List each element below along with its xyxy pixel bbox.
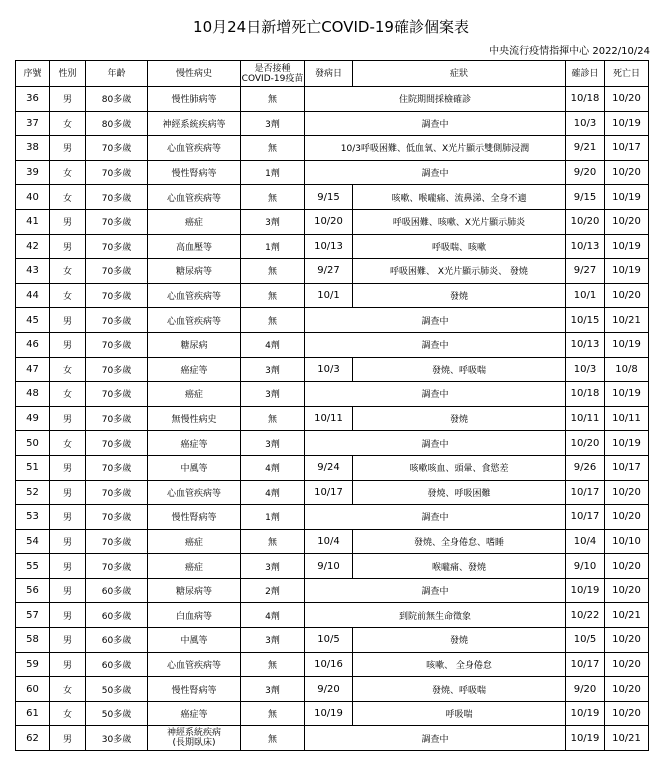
cell-death: 10/20 [605, 480, 649, 505]
cell-death: 10/20 [605, 677, 649, 702]
header-seq: 序號 [16, 61, 50, 87]
cell-seq: 61 [16, 701, 50, 726]
cell-onset: 10/11 [305, 406, 353, 431]
cell-death: 10/19 [605, 234, 649, 259]
cell-vaccine: 2劑 [241, 578, 305, 603]
cell-sex: 男 [50, 628, 86, 653]
cell-symptoms: 調查中 [305, 726, 566, 751]
cell-onset: 9/27 [305, 259, 353, 284]
table-row [16, 628, 649, 653]
cell-diagnosis: 10/18 [566, 382, 605, 407]
cell-vaccine: 3劑 [241, 628, 305, 653]
cell-chronic: 高血壓等 [148, 234, 241, 259]
cell-chronic: 癌症 [148, 382, 241, 407]
table-row [16, 136, 649, 161]
cell-symptoms: 調查中 [305, 308, 566, 333]
cell-age: 70多歲 [86, 382, 148, 407]
cell-seq: 38 [16, 136, 50, 161]
cell-seq: 46 [16, 332, 50, 357]
cell-symptoms: 發燒 [353, 628, 566, 653]
cell-onset: 10/20 [305, 209, 353, 234]
cell-diagnosis: 10/5 [566, 628, 605, 653]
cell-sex: 男 [50, 578, 86, 603]
cell-onset: 10/17 [305, 480, 353, 505]
cell-age: 50多歲 [86, 701, 148, 726]
table-row [16, 406, 649, 431]
cell-seq: 42 [16, 234, 50, 259]
cell-vaccine: 3劑 [241, 431, 305, 456]
cell-chronic: 慢性腎病等 [148, 505, 241, 530]
cell-sex: 女 [50, 431, 86, 456]
cell-sex: 女 [50, 357, 86, 382]
cell-seq: 39 [16, 160, 50, 185]
cell-chronic: 慢性腎病等 [148, 160, 241, 185]
cell-diagnosis: 10/22 [566, 603, 605, 628]
cell-seq: 52 [16, 480, 50, 505]
cell-symptoms: 呼吸困難、咳嗽、X光片顯示肺炎 [353, 209, 566, 234]
header-age: 年齡 [86, 61, 148, 87]
cell-vaccine: 1劑 [241, 505, 305, 530]
cell-age: 70多歲 [86, 529, 148, 554]
table-row [16, 578, 649, 603]
cell-diagnosis: 10/13 [566, 234, 605, 259]
table-row [16, 382, 649, 407]
cell-sex: 女 [50, 185, 86, 210]
cell-chronic: 癌症 [148, 209, 241, 234]
cell-symptoms: 調查中 [305, 431, 566, 456]
cell-seq: 58 [16, 628, 50, 653]
cell-sex: 女 [50, 111, 86, 136]
cell-symptoms: 呼吸喘、咳嗽 [353, 234, 566, 259]
cell-seq: 36 [16, 87, 50, 112]
cell-chronic-line: 神經系統疾病 [166, 728, 221, 739]
cell-sex: 男 [50, 529, 86, 554]
table-row [16, 529, 649, 554]
cell-age: 70多歲 [86, 554, 148, 579]
cell-age: 60多歲 [86, 603, 148, 628]
table-row [16, 259, 649, 284]
cell-vaccine: 3劑 [241, 554, 305, 579]
header-sex: 性別 [50, 61, 86, 87]
cell-vaccine: 4劑 [241, 603, 305, 628]
cell-age: 70多歲 [86, 357, 148, 382]
cell-symptoms: 調查中 [305, 505, 566, 530]
cell-chronic: 糖尿病等 [148, 578, 241, 603]
cell-sex: 女 [50, 283, 86, 308]
cell-diagnosis: 10/19 [566, 578, 605, 603]
cell-vaccine: 無 [241, 652, 305, 677]
cell-death: 10/20 [605, 701, 649, 726]
cell-sex: 男 [50, 652, 86, 677]
cell-onset: 9/20 [305, 677, 353, 702]
cell-seq: 62 [16, 726, 50, 751]
cell-death: 10/20 [605, 554, 649, 579]
header-death: 死亡日 [605, 61, 649, 87]
cell-sex: 男 [50, 554, 86, 579]
cell-sex: 男 [50, 234, 86, 259]
cell-diagnosis: 9/27 [566, 259, 605, 284]
cell-sex: 男 [50, 209, 86, 234]
cell-age: 60多歲 [86, 578, 148, 603]
cell-onset: 9/24 [305, 455, 353, 480]
cell-diagnosis: 10/13 [566, 332, 605, 357]
cell-age: 80多歲 [86, 111, 148, 136]
cell-chronic: 白血病等 [148, 603, 241, 628]
cell-age: 70多歲 [86, 480, 148, 505]
cell-sex: 男 [50, 406, 86, 431]
cell-chronic: 無慢性病史 [148, 406, 241, 431]
cell-age: 70多歲 [86, 234, 148, 259]
cell-diagnosis: 10/18 [566, 87, 605, 112]
cell-chronic: 糖尿病等 [148, 259, 241, 284]
cell-sex: 男 [50, 308, 86, 333]
cell-seq: 51 [16, 455, 50, 480]
header-symptoms: 症狀 [353, 61, 566, 87]
cell-age: 70多歲 [86, 283, 148, 308]
cell-age: 30多歲 [86, 726, 148, 751]
cell-death: 10/20 [605, 578, 649, 603]
cell-chronic: 癌症等 [148, 357, 241, 382]
cell-diagnosis: 9/20 [566, 160, 605, 185]
cell-chronic: 糖尿病 [148, 332, 241, 357]
cell-chronic: 中風等 [148, 628, 241, 653]
cell-symptoms: 調查中 [305, 160, 566, 185]
cell-age: 70多歲 [86, 136, 148, 161]
cell-symptoms: 住院期間採檢確診 [305, 87, 566, 112]
cell-diagnosis: 10/20 [566, 431, 605, 456]
cell-death: 10/19 [605, 111, 649, 136]
cell-death: 10/19 [605, 259, 649, 284]
cell-onset: 10/5 [305, 628, 353, 653]
header-vaccine [241, 61, 305, 87]
table-row [16, 677, 649, 702]
cell-seq: 47 [16, 357, 50, 382]
cell-onset: 10/4 [305, 529, 353, 554]
cell-death: 10/20 [605, 652, 649, 677]
cell-symptoms: 咳嗽、喉嚨痛、流鼻涕、全身不適 [353, 185, 566, 210]
cell-seq: 41 [16, 209, 50, 234]
cell-seq: 45 [16, 308, 50, 333]
cell-diagnosis: 10/15 [566, 308, 605, 333]
cell-symptoms: 咳嗽、 全身倦怠 [353, 652, 566, 677]
cell-age: 70多歲 [86, 160, 148, 185]
cell-death: 10/20 [605, 87, 649, 112]
cell-chronic: 癌症 [148, 529, 241, 554]
table-row [16, 652, 649, 677]
cell-diagnosis: 10/1 [566, 283, 605, 308]
cell-chronic: 中風等 [148, 455, 241, 480]
cell-seq: 50 [16, 431, 50, 456]
cell-vaccine: 3劑 [241, 111, 305, 136]
cell-age: 60多歲 [86, 652, 148, 677]
cell-death: 10/21 [605, 603, 649, 628]
cell-vaccine: 3劑 [241, 677, 305, 702]
cell-chronic-line: (長期臥床) [172, 738, 216, 749]
cell-death: 10/20 [605, 209, 649, 234]
cell-onset: 9/10 [305, 554, 353, 579]
cell-vaccine: 1劑 [241, 234, 305, 259]
cell-diagnosis: 10/17 [566, 652, 605, 677]
death-cases-table [15, 60, 649, 751]
cell-death: 10/19 [605, 431, 649, 456]
header-diagnosis: 確診日 [566, 61, 605, 87]
table-row [16, 357, 649, 382]
cell-symptoms: 到院前無生命徵象 [305, 603, 566, 628]
cell-chronic: 心血管疾病等 [148, 480, 241, 505]
cell-age: 70多歲 [86, 455, 148, 480]
table-row [16, 431, 649, 456]
cell-seq: 57 [16, 603, 50, 628]
cell-onset: 10/16 [305, 652, 353, 677]
cell-vaccine: 3劑 [241, 209, 305, 234]
cell-sex: 男 [50, 603, 86, 628]
cell-diagnosis: 10/3 [566, 111, 605, 136]
cell-sex: 女 [50, 259, 86, 284]
cell-vaccine: 1劑 [241, 160, 305, 185]
cell-sex: 男 [50, 332, 86, 357]
cell-sex: 女 [50, 677, 86, 702]
cell-vaccine: 無 [241, 185, 305, 210]
cell-chronic [148, 726, 241, 751]
cell-seq: 56 [16, 578, 50, 603]
header-chronic: 慢性病史 [148, 61, 241, 87]
cell-vaccine: 4劑 [241, 332, 305, 357]
cell-diagnosis: 10/19 [566, 701, 605, 726]
cell-seq: 53 [16, 505, 50, 530]
cell-age: 70多歲 [86, 431, 148, 456]
cell-symptoms: 喉嚨痛、發燒 [353, 554, 566, 579]
cell-chronic: 心血管疾病等 [148, 283, 241, 308]
cell-death: 10/8 [605, 357, 649, 382]
cell-sex: 男 [50, 455, 86, 480]
cell-vaccine: 無 [241, 529, 305, 554]
cell-symptoms: 咳嗽咳血、頭暈、食慾差 [353, 455, 566, 480]
cell-vaccine: 3劑 [241, 382, 305, 407]
cell-death: 10/20 [605, 283, 649, 308]
cell-diagnosis: 9/15 [566, 185, 605, 210]
cell-chronic: 神經系統疾病等 [148, 111, 241, 136]
cell-sex: 女 [50, 160, 86, 185]
table-row [16, 554, 649, 579]
cell-chronic: 心血管疾病等 [148, 308, 241, 333]
cell-diagnosis: 10/4 [566, 529, 605, 554]
cell-symptoms: 調查中 [305, 578, 566, 603]
page-title: 10月24日新增死亡COVID-19確診個案表 [193, 18, 469, 36]
cell-vaccine: 無 [241, 283, 305, 308]
table-row [16, 160, 649, 185]
cell-age: 80多歲 [86, 87, 148, 112]
table-row [16, 726, 649, 751]
table-row [16, 332, 649, 357]
cell-symptoms: 調查中 [305, 382, 566, 407]
cell-age: 50多歲 [86, 677, 148, 702]
cell-vaccine: 無 [241, 259, 305, 284]
cell-symptoms: 發燒 [353, 406, 566, 431]
table-row [16, 234, 649, 259]
cell-sex: 男 [50, 136, 86, 161]
cell-diagnosis: 9/26 [566, 455, 605, 480]
cell-onset: 10/3 [305, 357, 353, 382]
table-body [16, 87, 649, 751]
cell-seq: 55 [16, 554, 50, 579]
cell-onset: 9/15 [305, 185, 353, 210]
cell-onset: 10/19 [305, 701, 353, 726]
cell-age: 70多歲 [86, 209, 148, 234]
cell-seq: 49 [16, 406, 50, 431]
cell-death: 10/11 [605, 406, 649, 431]
cell-death: 10/17 [605, 136, 649, 161]
cell-age: 70多歲 [86, 308, 148, 333]
issuer-date: 中央流行疫情指揮中心 2022/10/24 [489, 46, 650, 57]
cell-death: 10/17 [605, 455, 649, 480]
cell-onset: 10/13 [305, 234, 353, 259]
cell-symptoms: 發燒、呼吸喘 [353, 357, 566, 382]
cell-sex: 女 [50, 701, 86, 726]
cell-seq: 60 [16, 677, 50, 702]
cell-vaccine: 無 [241, 308, 305, 333]
cell-diagnosis: 10/17 [566, 480, 605, 505]
cell-symptoms: 調查中 [305, 111, 566, 136]
header-vaccine-line2: COVID-19疫苗 [241, 73, 304, 84]
cell-sex: 男 [50, 726, 86, 751]
cell-chronic: 心血管疾病等 [148, 185, 241, 210]
cell-death: 10/19 [605, 382, 649, 407]
cell-chronic: 慢性肺病等 [148, 87, 241, 112]
cell-seq: 44 [16, 283, 50, 308]
cell-age: 60多歲 [86, 628, 148, 653]
cell-chronic: 癌症等 [148, 431, 241, 456]
cell-age: 70多歲 [86, 505, 148, 530]
header-vaccine-line1: 是否接種 [254, 63, 291, 74]
cell-chronic: 慢性腎病等 [148, 677, 241, 702]
table-row [16, 308, 649, 333]
cell-sex: 女 [50, 382, 86, 407]
cell-vaccine: 無 [241, 701, 305, 726]
cell-diagnosis: 10/3 [566, 357, 605, 382]
cell-symptoms: 呼吸喘 [353, 701, 566, 726]
cell-death: 10/20 [605, 505, 649, 530]
cell-death: 10/19 [605, 185, 649, 210]
cell-vaccine: 4劑 [241, 480, 305, 505]
cell-symptoms: 呼吸困難、 X光片顯示肺炎、 發燒 [353, 259, 566, 284]
table-row [16, 603, 649, 628]
cell-vaccine: 無 [241, 87, 305, 112]
cell-vaccine: 無 [241, 406, 305, 431]
cell-diagnosis: 9/10 [566, 554, 605, 579]
cell-death: 10/19 [605, 332, 649, 357]
cell-seq: 48 [16, 382, 50, 407]
cell-seq: 40 [16, 185, 50, 210]
cell-seq: 37 [16, 111, 50, 136]
cell-symptoms: 發燒、呼吸困難 [353, 480, 566, 505]
cell-symptoms: 10/3呼吸困難、低血氧、X光片顯示雙側肺浸潤 [305, 136, 566, 161]
cell-chronic: 癌症等 [148, 701, 241, 726]
cell-diagnosis: 10/19 [566, 726, 605, 751]
cell-age: 70多歲 [86, 185, 148, 210]
cell-sex: 男 [50, 87, 86, 112]
table-row [16, 111, 649, 136]
cell-vaccine: 無 [241, 726, 305, 751]
cell-symptoms: 調查中 [305, 332, 566, 357]
table-row [16, 87, 649, 112]
table-row [16, 480, 649, 505]
table-row [16, 701, 649, 726]
cell-death: 10/20 [605, 160, 649, 185]
cell-symptoms: 發燒 [353, 283, 566, 308]
cell-age: 70多歲 [86, 259, 148, 284]
cell-diagnosis: 9/21 [566, 136, 605, 161]
cell-sex: 男 [50, 480, 86, 505]
cell-seq: 43 [16, 259, 50, 284]
cell-death: 10/10 [605, 529, 649, 554]
cell-death: 10/21 [605, 308, 649, 333]
cell-symptoms: 發燒、呼吸喘 [353, 677, 566, 702]
cell-seq: 59 [16, 652, 50, 677]
table-row [16, 283, 649, 308]
cell-diagnosis: 10/17 [566, 505, 605, 530]
cell-death: 10/21 [605, 726, 649, 751]
cell-chronic: 癌症 [148, 554, 241, 579]
cell-death: 10/20 [605, 628, 649, 653]
cell-seq: 54 [16, 529, 50, 554]
cell-vaccine: 4劑 [241, 455, 305, 480]
cell-vaccine: 無 [241, 136, 305, 161]
table-row [16, 455, 649, 480]
cell-chronic: 心血管疾病等 [148, 136, 241, 161]
table-row [16, 505, 649, 530]
cell-age: 70多歲 [86, 406, 148, 431]
cell-onset: 10/1 [305, 283, 353, 308]
cell-diagnosis: 10/20 [566, 209, 605, 234]
table-row [16, 209, 649, 234]
table-header-row [16, 61, 649, 87]
cell-diagnosis: 9/20 [566, 677, 605, 702]
cell-sex: 男 [50, 505, 86, 530]
cell-vaccine: 3劑 [241, 357, 305, 382]
cell-diagnosis: 10/11 [566, 406, 605, 431]
cell-chronic: 心血管疾病等 [148, 652, 241, 677]
cell-symptoms: 發燒、全身倦怠、嗜睡 [353, 529, 566, 554]
table-row [16, 185, 649, 210]
cell-age: 70多歲 [86, 332, 148, 357]
header-onset: 發病日 [305, 61, 353, 87]
